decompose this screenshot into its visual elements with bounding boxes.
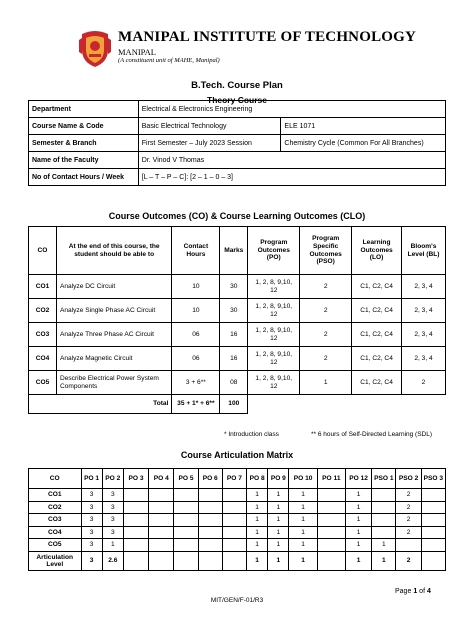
matrix-cell: 1 — [345, 526, 371, 539]
co-bl: 2, 3, 4 — [402, 299, 446, 323]
co-pso: 2 — [300, 323, 352, 347]
matrix-cell — [198, 514, 222, 527]
matrix-cell: 2.6 — [102, 551, 123, 570]
co-marks: 16 — [220, 323, 248, 347]
matrix-cell — [222, 489, 246, 502]
matrix-cell — [222, 526, 246, 539]
matrix-cell — [372, 501, 396, 514]
page-total: 4 — [426, 588, 431, 595]
co-hours: 06 — [172, 347, 220, 371]
department-value: Electrical & Electronics Engineering — [138, 101, 445, 118]
matrix-header-po2: PO 2 — [102, 469, 123, 489]
co-row-3 — [29, 323, 446, 347]
co-po: 1, 2, 8, 9,10, 12 — [248, 323, 300, 347]
matrix-cell: 1 — [289, 539, 317, 552]
matrix-header-po5: PO 5 — [174, 469, 198, 489]
matrix-header-pso1: PSO 1 — [372, 469, 396, 489]
co-marks: 16 — [220, 347, 248, 371]
co-bl: 2, 3, 4 — [402, 347, 446, 371]
matrix-cell — [198, 526, 222, 539]
co-marks: 30 — [220, 275, 248, 299]
articulation-matrix-table — [28, 468, 446, 571]
co-bl: 2, 3, 4 — [402, 323, 446, 347]
co-id: CO3 — [29, 323, 57, 347]
matrix-cell: 3 — [81, 526, 102, 539]
page-prefix: Page — [395, 588, 412, 595]
co-description: Analyze Single Phase AC Circuit — [56, 299, 172, 323]
matrix-cell — [317, 514, 345, 527]
contact-hours-row — [29, 169, 446, 186]
matrix-row-co4 — [29, 526, 446, 539]
co-total-marks: 100 — [220, 395, 248, 414]
matrix-cell — [372, 526, 396, 539]
matrix-cell: CO2 — [29, 501, 82, 514]
matrix-cell: 1 — [345, 489, 371, 502]
matrix-header-po12: PO 12 — [345, 469, 371, 489]
co-hours: 06 — [172, 323, 220, 347]
matrix-cell — [174, 551, 198, 570]
matrix-cell — [421, 489, 445, 502]
co-row-5 — [29, 371, 446, 395]
co-row-4 — [29, 347, 446, 371]
matrix-cell: 1 — [268, 501, 289, 514]
matrix-cell — [222, 539, 246, 552]
faculty-value: Dr. Vinod V Thomas — [138, 152, 445, 169]
matrix-cell — [174, 514, 198, 527]
matrix-header-po4: PO 4 — [149, 469, 174, 489]
co-description: Analyze Magnetic Circuit — [56, 347, 172, 371]
matrix-cell — [174, 489, 198, 502]
co-po: 1, 2, 8, 9,10, 12 — [248, 275, 300, 299]
institute-tagline: (A constituent unit of MAHE, Manipal) — [118, 57, 220, 64]
matrix-cell — [149, 514, 174, 527]
matrix-cell — [222, 501, 246, 514]
matrix-cell — [198, 551, 222, 570]
co-total-label: Total — [56, 395, 172, 414]
semester-value: First Semester – July 2023 Session — [138, 135, 281, 152]
co-header-row — [29, 227, 446, 275]
matrix-cell — [317, 551, 345, 570]
matrix-cell — [421, 501, 445, 514]
co-description: Describe Electrical Power System Components — [56, 371, 172, 395]
co-id: CO1 — [29, 275, 57, 299]
matrix-row-co2 — [29, 501, 446, 514]
matrix-cell — [317, 526, 345, 539]
matrix-cell: 1 — [268, 514, 289, 527]
co-header-po: Program Outcomes (PO) — [248, 227, 300, 275]
matrix-cell: 1 — [247, 501, 268, 514]
matrix-cell: 1 — [247, 526, 268, 539]
co-lo: C1, C2, C4 — [352, 371, 402, 395]
institute-header — [78, 26, 417, 72]
matrix-cell — [222, 551, 246, 570]
matrix-cell — [421, 514, 445, 527]
form-code: MIT/GEN/F-01/R3 — [210, 597, 264, 604]
matrix-cell: 1 — [247, 489, 268, 502]
co-po: 1, 2, 8, 9,10, 12 — [248, 347, 300, 371]
co-header-hours: Contact Hours — [172, 227, 220, 275]
co-id: CO4 — [29, 347, 57, 371]
matrix-cell: 1 — [247, 514, 268, 527]
matrix-cell: 1 — [247, 551, 268, 570]
matrix-cell: 1 — [268, 526, 289, 539]
matrix-cell: 1 — [345, 501, 371, 514]
co-pso: 1 — [300, 371, 352, 395]
matrix-header-po1: PO 1 — [81, 469, 102, 489]
matrix-header-po10: PO 10 — [289, 469, 317, 489]
matrix-cell — [396, 539, 421, 552]
page-number — [395, 588, 431, 595]
matrix-cell — [149, 551, 174, 570]
co-hours: 3 + 6** — [172, 371, 220, 395]
matrix-cell: 1 — [345, 539, 371, 552]
course-outcomes-table — [28, 226, 446, 414]
matrix-cell: Articulation Level — [29, 551, 82, 570]
sdl-note: ** 6 hours of Self-Directed Learning (SDL) — [311, 431, 433, 438]
co-header-bl: Bloom's Level (BL) — [402, 227, 446, 275]
matrix-cell: 1 — [345, 551, 371, 570]
co-total-hours: 35 + 1* + 6** — [172, 395, 220, 414]
matrix-cell — [174, 539, 198, 552]
matrix-cell: 3 — [81, 551, 102, 570]
faculty-row — [29, 152, 446, 169]
matrix-cell: 1 — [247, 539, 268, 552]
matrix-cell: 1 — [268, 539, 289, 552]
course-type-title: Theory Course — [207, 95, 267, 105]
matrix-cell: 1 — [289, 551, 317, 570]
matrix-header-po9: PO 9 — [268, 469, 289, 489]
matrix-cell: 1 — [289, 526, 317, 539]
matrix-cell — [123, 539, 148, 552]
matrix-header-po6: PO 6 — [198, 469, 222, 489]
co-row-2 — [29, 299, 446, 323]
co-header-lo: Learning Outcomes (LO) — [352, 227, 402, 275]
matrix-cell: 2 — [396, 551, 421, 570]
faculty-label: Name of the Faculty — [29, 152, 139, 169]
co-lo: C1, C2, C4 — [352, 275, 402, 299]
matrix-cell: 3 — [81, 501, 102, 514]
matrix-cell: CO1 — [29, 489, 82, 502]
matrix-cell: 3 — [102, 514, 123, 527]
co-description: Analyze Three Phase AC Circuit — [56, 323, 172, 347]
course-outcomes-title: Course Outcomes (CO) & Course Learning Outcomes (CLO) — [108, 211, 366, 221]
matrix-cell — [149, 489, 174, 502]
matrix-cell — [198, 489, 222, 502]
co-po: 1, 2, 8, 9,10, 12 — [248, 371, 300, 395]
matrix-cell — [421, 539, 445, 552]
matrix-header-row — [29, 469, 446, 489]
co-total-row — [29, 395, 446, 414]
semester-row — [29, 135, 446, 152]
matrix-header-po3: PO 3 — [123, 469, 148, 489]
course-code: ELE 1071 — [281, 118, 446, 135]
co-hours: 10 — [172, 299, 220, 323]
co-id: CO5 — [29, 371, 57, 395]
co-pso: 2 — [300, 299, 352, 323]
matrix-cell: 1 — [268, 489, 289, 502]
articulation-matrix-title: Course Articulation Matrix — [180, 450, 294, 460]
matrix-cell: 3 — [81, 539, 102, 552]
intro-class-note: * Introduction class — [224, 431, 279, 438]
matrix-cell: 1 — [372, 551, 396, 570]
matrix-cell: 3 — [81, 489, 102, 502]
co-total-empty — [248, 395, 446, 414]
matrix-cell: CO5 — [29, 539, 82, 552]
matrix-cell — [317, 489, 345, 502]
co-header-marks: Marks — [220, 227, 248, 275]
institute-location: MANIPAL — [118, 47, 156, 57]
matrix-cell — [123, 514, 148, 527]
page-of: of — [419, 588, 426, 595]
matrix-cell — [317, 501, 345, 514]
matrix-header-po8: PO 8 — [247, 469, 268, 489]
course-name: Basic Electrical Technology — [138, 118, 281, 135]
co-description: Analyze DC Circuit — [56, 275, 172, 299]
matrix-cell — [222, 514, 246, 527]
co-total-blank — [29, 395, 57, 414]
co-po: 1, 2, 8, 9,10, 12 — [248, 299, 300, 323]
co-bl: 2, 3, 4 — [402, 275, 446, 299]
matrix-cell — [421, 551, 445, 570]
co-header-outcome: At the end of this course, the student should be able to — [56, 227, 172, 275]
matrix-header-co: CO — [29, 469, 82, 489]
matrix-cell — [198, 539, 222, 552]
matrix-cell: CO3 — [29, 514, 82, 527]
matrix-header-po7: PO 7 — [222, 469, 246, 489]
matrix-cell: 1 — [289, 514, 317, 527]
department-label: Department — [29, 101, 139, 118]
co-header-pso: Program Specific Outcomes (PSO) — [300, 227, 352, 275]
contact-hours-label: No of Contact Hours / Week — [29, 169, 139, 186]
matrix-cell — [149, 501, 174, 514]
matrix-cell — [123, 526, 148, 539]
matrix-cell — [198, 501, 222, 514]
matrix-cell: 1 — [268, 551, 289, 570]
matrix-cell: 1 — [345, 514, 371, 527]
course-info-table — [28, 100, 446, 186]
matrix-cell: 1 — [372, 539, 396, 552]
co-header-co: CO — [29, 227, 57, 275]
co-id: CO2 — [29, 299, 57, 323]
page-current: 1 — [413, 588, 418, 595]
co-lo: C1, C2, C4 — [352, 299, 402, 323]
matrix-cell: 3 — [81, 514, 102, 527]
matrix-cell — [174, 501, 198, 514]
matrix-row-articulation-level — [29, 551, 446, 570]
matrix-row-co5 — [29, 539, 446, 552]
department-row — [29, 101, 446, 118]
matrix-cell: 2 — [396, 501, 421, 514]
co-lo: C1, C2, C4 — [352, 323, 402, 347]
matrix-cell — [317, 539, 345, 552]
matrix-header-po11: PO 11 — [317, 469, 345, 489]
co-row-1 — [29, 275, 446, 299]
co-bl: 2 — [402, 371, 446, 395]
matrix-cell — [372, 489, 396, 502]
matrix-cell: 3 — [102, 489, 123, 502]
course-plan-title: B.Tech. Course Plan — [191, 80, 283, 91]
matrix-cell — [123, 551, 148, 570]
matrix-cell: CO4 — [29, 526, 82, 539]
co-hours: 10 — [172, 275, 220, 299]
co-pso: 2 — [300, 275, 352, 299]
matrix-cell: 2 — [396, 526, 421, 539]
co-pso: 2 — [300, 347, 352, 371]
matrix-cell: 3 — [102, 526, 123, 539]
matrix-cell — [149, 526, 174, 539]
contact-hours-value: [L – T – P – C]: [2 – 1 – 0 – 3] — [138, 169, 445, 186]
semester-label: Semester & Branch — [29, 135, 139, 152]
matrix-cell — [123, 489, 148, 502]
course-row — [29, 118, 446, 135]
institute-logo — [78, 28, 112, 68]
co-marks: 08 — [220, 371, 248, 395]
matrix-cell — [123, 501, 148, 514]
matrix-cell: 1 — [289, 501, 317, 514]
co-marks: 30 — [220, 299, 248, 323]
matrix-cell — [421, 526, 445, 539]
matrix-cell — [372, 514, 396, 527]
matrix-cell: 1 — [289, 489, 317, 502]
matrix-cell: 2 — [396, 489, 421, 502]
matrix-cell: 1 — [102, 539, 123, 552]
matrix-cell — [174, 526, 198, 539]
matrix-row-co1 — [29, 489, 446, 502]
matrix-cell — [149, 539, 174, 552]
course-label: Course Name & Code — [29, 118, 139, 135]
matrix-header-pso2: PSO 2 — [396, 469, 421, 489]
branch-value: Chemistry Cycle (Common For All Branches) — [281, 135, 446, 152]
matrix-cell: 2 — [396, 514, 421, 527]
matrix-row-co3 — [29, 514, 446, 527]
matrix-cell: 3 — [102, 501, 123, 514]
institute-name: MANIPAL INSTITUTE OF TECHNOLOGY — [118, 29, 417, 45]
matrix-header-pso3: PSO 3 — [421, 469, 445, 489]
co-lo: C1, C2, C4 — [352, 347, 402, 371]
